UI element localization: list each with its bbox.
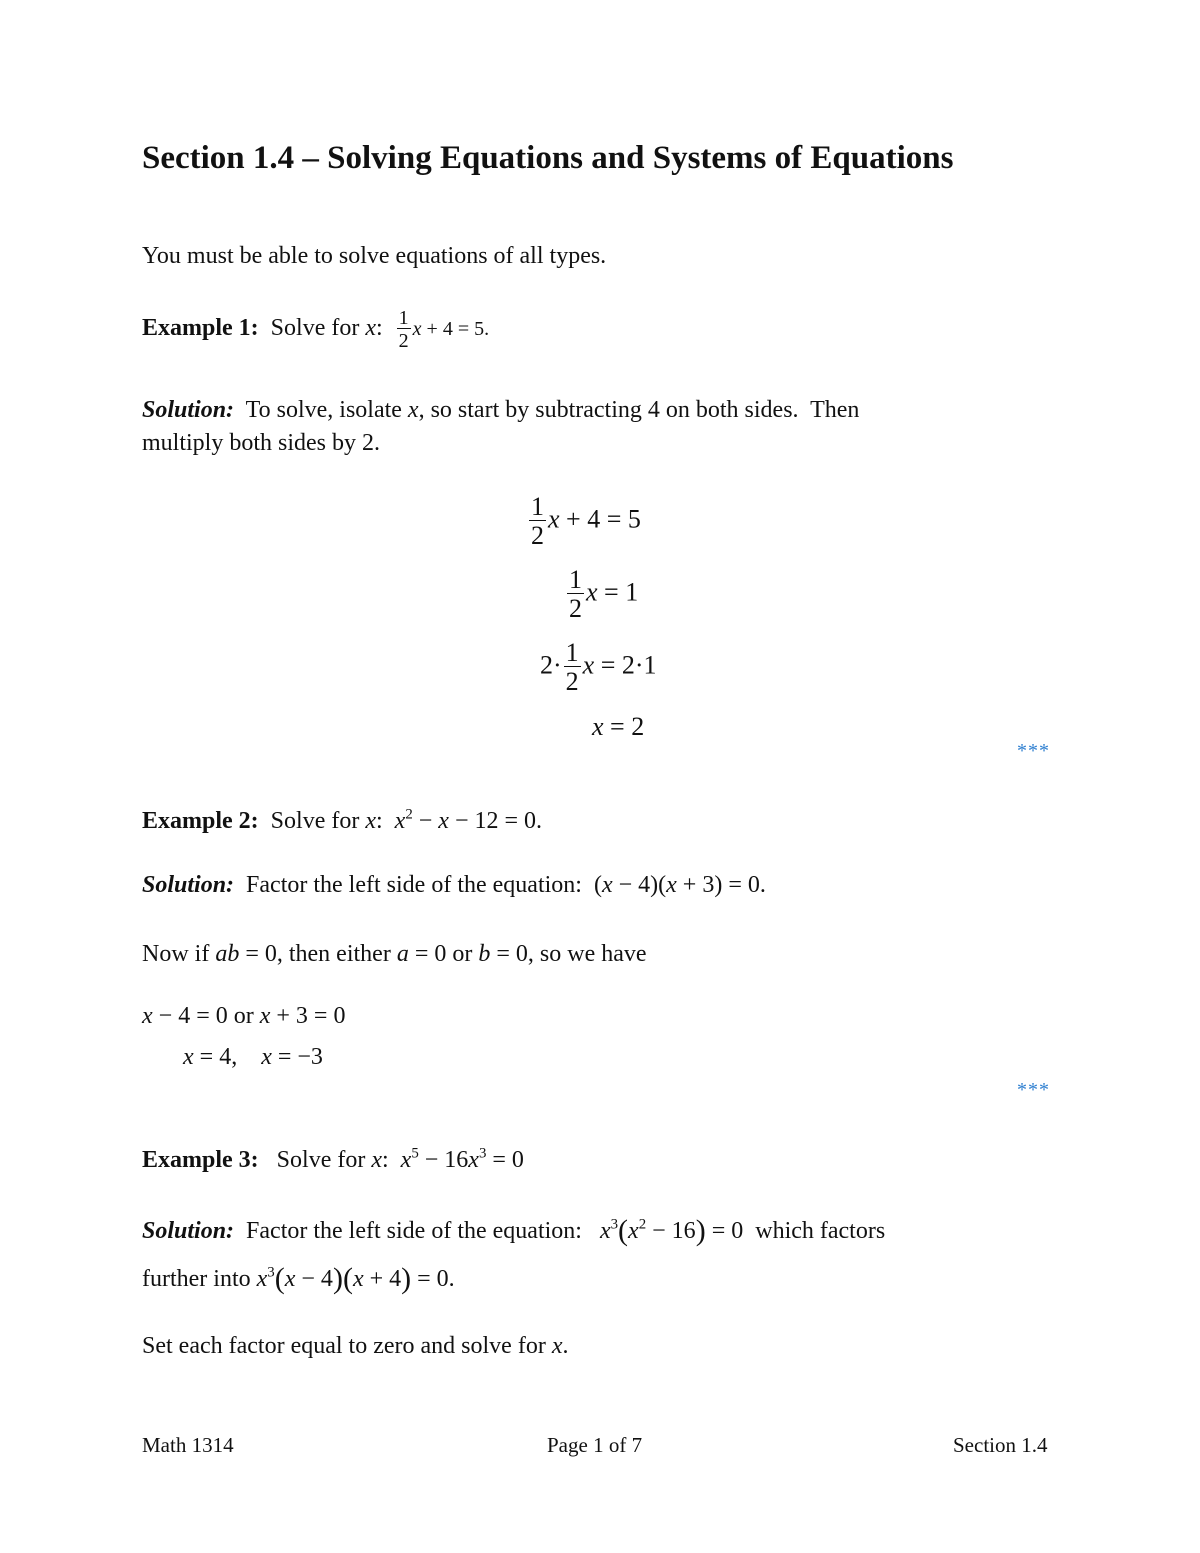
example3-equation: $x^5 - 16x^3 = 0$ bbox=[400, 1145, 524, 1173]
solution-label: Solution: bbox=[142, 872, 235, 898]
example3-set-text: Set each factor equal to zero and solve for x. bbox=[142, 1333, 569, 1359]
example1-solution-line2: multiply both sides by 2. bbox=[142, 430, 381, 456]
page-title: Section 1.4 – Solving Equations and Systems of Equations bbox=[142, 140, 954, 176]
example1-solution-text: To solve, isolate x, so start by subtracting 4 on both sides. Then bbox=[245, 397, 860, 423]
solution-label: Solution: bbox=[142, 397, 235, 423]
example1-step-4: x = 2 bbox=[592, 712, 645, 741]
example2-equation: $x^2 - x - 12 = 0$. bbox=[394, 806, 543, 834]
example2-solution-text: Factor the left side of the equation: bbox=[246, 872, 582, 898]
example1-step-3: 2· $\frac{1}{2}$ x = 2·1 bbox=[540, 638, 657, 696]
example2-prompt: Solve for x: bbox=[270, 808, 383, 834]
footer-section: Section 1.4 bbox=[953, 1433, 1048, 1457]
example2-label: Example 2: bbox=[142, 808, 259, 834]
example2-solution bbox=[142, 872, 766, 899]
footer-course: Math 1314 bbox=[142, 1433, 234, 1457]
which-factors-text: which factors bbox=[755, 1218, 886, 1245]
solution-label: Solution: bbox=[142, 1218, 235, 1245]
footer-page-number: Page 1 of 7 bbox=[547, 1433, 643, 1457]
example3-prompt: Solve for x: bbox=[276, 1147, 389, 1173]
example3-label: Example 3: bbox=[142, 1147, 259, 1173]
example2-factored: (x − 4)(x + 3) = 0. bbox=[593, 872, 766, 898]
example1-statement bbox=[142, 308, 489, 351]
intro-text: You must be able to solve equations of all types. bbox=[142, 243, 607, 269]
example1-label: Example 1: bbox=[142, 315, 259, 342]
example3-statement bbox=[142, 1147, 524, 1174]
end-of-example-marker: *** bbox=[1017, 1079, 1050, 1101]
example1-equation: $\frac{1}{2}$ x + 4 = 5. bbox=[398, 307, 490, 352]
example3-solution-line2 bbox=[142, 1262, 455, 1296]
example2-answer-line: x = 4, x = −3 bbox=[183, 1044, 323, 1070]
example1-step-1: $\frac{1}{2}$ x + 4 = 5 bbox=[531, 492, 641, 550]
end-of-example-marker: *** bbox=[1017, 740, 1050, 762]
example2-rule: Now if ab = 0, then either a = 0 or b = 0, so we have bbox=[142, 941, 647, 967]
example1-prompt: Solve for x: bbox=[270, 315, 383, 342]
example3-factored-1: $x^3(x^2 - 16) = 0$ bbox=[599, 1214, 744, 1247]
example2-statement bbox=[142, 808, 542, 835]
example1-solution-line1 bbox=[142, 397, 859, 424]
further-into-text: further into bbox=[142, 1266, 251, 1293]
example2-case-line: x − 4 = 0 or x + 3 = 0 bbox=[142, 1003, 346, 1029]
example3-factored-2: $x^3(x - 4)(x + 4) = 0$. bbox=[256, 1262, 455, 1295]
fraction-one-half: $\frac{1}{2}$ bbox=[398, 307, 409, 352]
example3-solution-text: Factor the left side of the equation: bbox=[246, 1218, 582, 1245]
example3-solution-line1 bbox=[142, 1214, 885, 1248]
example1-step-2: $\frac{1}{2}$ x = 1 bbox=[569, 565, 639, 623]
